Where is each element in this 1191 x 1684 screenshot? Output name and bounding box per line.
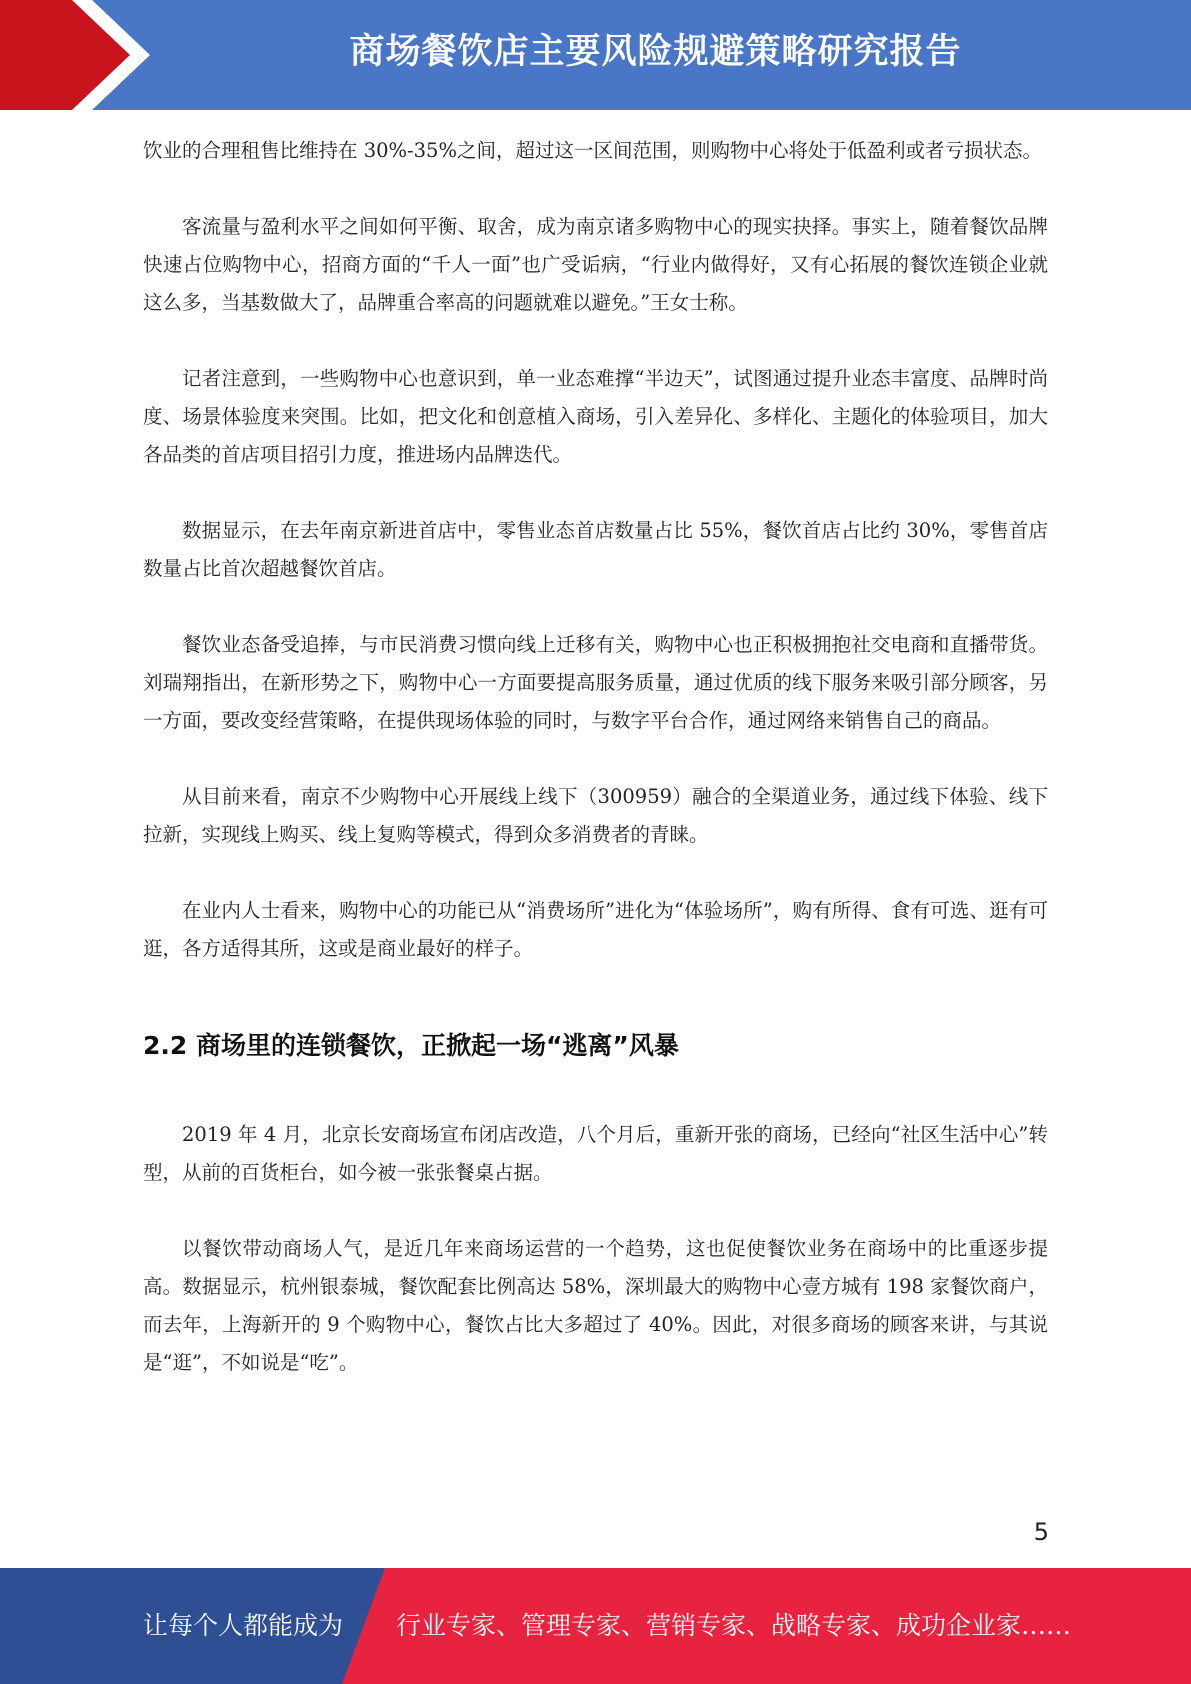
footer-slogan-right: 行业专家、管理专家、营销专家、战略专家、成功企业家…… [396, 1611, 1072, 1640]
paragraph: 从目前来看，南京不少购物中心开展线上线下（300959）融合的全渠道业务，通过线下体验、线下拉新，实现线上购买、线上复购等模式，得到众多消费者的青睐。 [143, 785, 1048, 846]
report-title: 商场餐饮店主要风险规避策略研究报告 [349, 32, 962, 72]
paragraph: 2019 年 4 月，北京长安商场宣布闭店改造，八个月后，重新开张的商场，已经向“社区生活中心”转型，从前的百货柜台，如今被一张张餐桌占据。 [143, 1123, 1048, 1184]
paragraph: 数据显示，在去年南京新进首店中，零售业态首店数量占比 55%，餐饮首店占比约 30%，零售首店数量占比首次超越餐饮首店。 [143, 519, 1048, 580]
section-heading: 2.2 商场里的连锁餐饮，正掀起一场“逃离”风暴 [143, 1031, 679, 1060]
paragraph: 客流量与盈利水平之间如何平衡、取舍，成为南京诸多购物中心的现实抉择。事实上，随着餐饮品牌快速占位购物中心，招商方面的“千人一面”也广受诟病，“行业内做得好，又有心拓展的餐饮连锁企业就这么多，当基数做大了，品牌重合率高的问题就难以避免。”王女士称。 [143, 215, 1048, 314]
footer-slogan-left: 让每个人都能成为 [143, 1611, 344, 1640]
page-number: 5 [1033, 1518, 1049, 1546]
report-body [143, 132, 1048, 1420]
page-header [0, 0, 1191, 110]
paragraph: 以餐饮带动商场人气，是近几年来商场运营的一个趋势，这也促使餐饮业务在商场中的比重逐步提高。数据显示，杭州银泰城，餐饮配套比例高达 58%，深圳最大的购物中心壹方城有 198 家餐饮商户，而去年，上海新开的 9 个购物中心，餐饮占比大多超过了 40%。因此，对很多商场的顾客来讲，与其说是“逛”，不如说是“吃”。 [143, 1237, 1048, 1374]
paragraph: 记者注意到，一些购物中心也意识到，单一业态难撑“半边天”，试图通过提升业态丰富度、品牌时尚度、场景体验度来突围。比如，把文化和创意植入商场，引入差异化、多样化、主题化的体验项目，加大各品类的首店项目招引力度，推进场内品牌迭代。 [143, 367, 1048, 466]
page-footer [0, 1568, 1191, 1684]
paragraph: 在业内人士看来，购物中心的功能已从“消费场所”进化为“体验场所”，购有所得、食有可选、逛有可逛，各方适得其所，这或是商业最好的样子。 [143, 899, 1048, 960]
paragraph: 饮业的合理租售比维持在 30%-35%之间，超过这一区间范围，则购物中心将处于低盈利或者亏损状态。 [143, 139, 1042, 162]
paragraph: 餐饮业态备受追捧，与市民消费习惯向线上迁移有关，购物中心也正积极拥抱社交电商和直播带货。刘瑞翔指出，在新形势之下，购物中心一方面要提高服务质量，通过优质的线下服务来吸引部分顾客，另一方面，要改变经营策略，在提供现场体验的同时，与数字平台合作，通过网络来销售自己的商品。 [143, 633, 1048, 732]
